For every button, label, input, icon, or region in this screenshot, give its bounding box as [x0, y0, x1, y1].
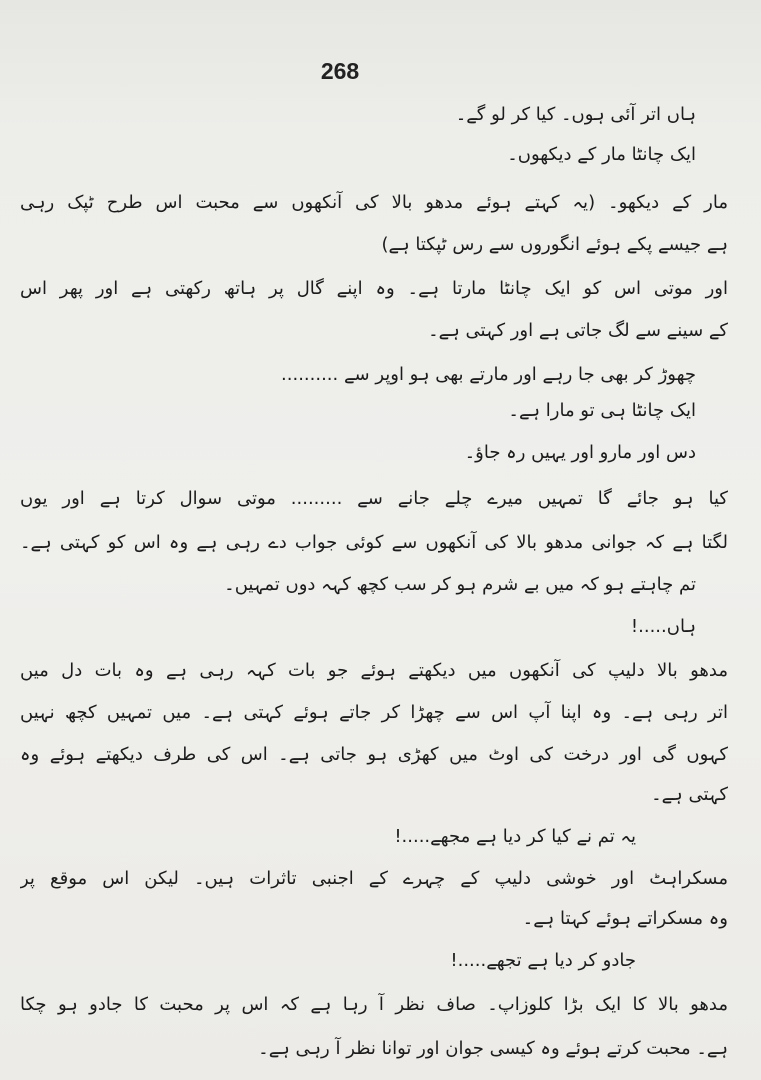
text-line: ایک چانٹا ہی تو مارا ہے۔: [508, 400, 696, 421]
text-line: کہتی ہے۔: [651, 784, 728, 805]
text-line: اتر رہی ہے۔ وہ اپنا آپ اس سے چھڑا کر جاتے ہوئے کہتی ہے۔ میں تمہیں کچھ نہیں: [20, 702, 728, 723]
text-line: اور موتی اس کو ایک چانٹا مارتا ہے۔ وہ اپنے گال پر ہاتھ رکھتی ہے اور پھر اس: [20, 278, 728, 299]
text-line: تم چاہتے ہو کہ میں بے شرم ہو کر سب کچھ کہہ دوں تمہیں۔: [224, 574, 696, 595]
text-line: لگتا ہے کہ جوانی مدھو بالا کی آنکھوں سے کوئی جواب دے رہی ہے وہ اس کو کہتی ہے۔: [20, 532, 728, 553]
text-line: ہے جیسے پکے ہوئے انگوروں سے رس ٹپکتا ہے): [381, 234, 728, 255]
text-line: دس اور مارو اور یہیں رہ جاؤ۔: [464, 442, 696, 463]
text-line: کے سینے سے لگ جاتی ہے اور کہتی ہے۔: [428, 320, 728, 341]
text-line: مار کے دیکھو۔ (یہ کہتے ہوئے مدھو بالا کی آنکھوں سے محبت اس طرح ٹپک رہی: [20, 192, 728, 213]
text-line: مدھو بالا کا ایک بڑا کلوزاپ۔ صاف نظر آ رہا ہے کہ اس پر محبت کا جادو ہو چکا: [20, 994, 728, 1015]
text-line: ہے۔ محبت کرتے ہوئے وہ کیسی جوان اور توانا نظر آ رہی ہے۔: [258, 1038, 728, 1059]
text-line: مدھو بالا دلیپ کی آنکھوں میں دیکھتے ہوئے جو بات کہہ رہی ہے وہ بات دل میں: [20, 660, 728, 681]
page-number: 268: [320, 58, 360, 84]
text-line: کیا ہو جائے گا تمہیں میرے چلے جانے سے ......... موتی سوال کرتا ہے اور یوں: [20, 488, 728, 509]
text-line: کہوں گی اور درخت کی اوٹ میں کھڑی ہو جاتی ہے۔ اس کی طرف دیکھتے ہوئے وہ: [20, 744, 728, 765]
text-line: ہاں اتر آئی ہوں۔ کیا کر لو گے۔: [455, 104, 696, 125]
text-line: ہاں.....!: [630, 616, 696, 637]
text-line: جادو کر دیا ہے تجھے.....!: [450, 950, 636, 971]
text-line: وہ مسکراتے ہوئے کہتا ہے۔: [522, 908, 728, 929]
text-line: ایک چانٹا مار کے دیکھوں۔: [507, 144, 696, 165]
text-line: مسکراہٹ اور خوشی دلیپ کے چہرے کے اجنبی تاثرات ہیں۔ لیکن اس موقع پر: [20, 868, 728, 889]
text-line: چھوڑ کر بھی جا رہے اور مارتے بھی ہو اوپر سے ..........: [281, 364, 696, 385]
text-line: یہ تم نے کیا کر دیا ہے مجھے.....!: [394, 826, 636, 847]
